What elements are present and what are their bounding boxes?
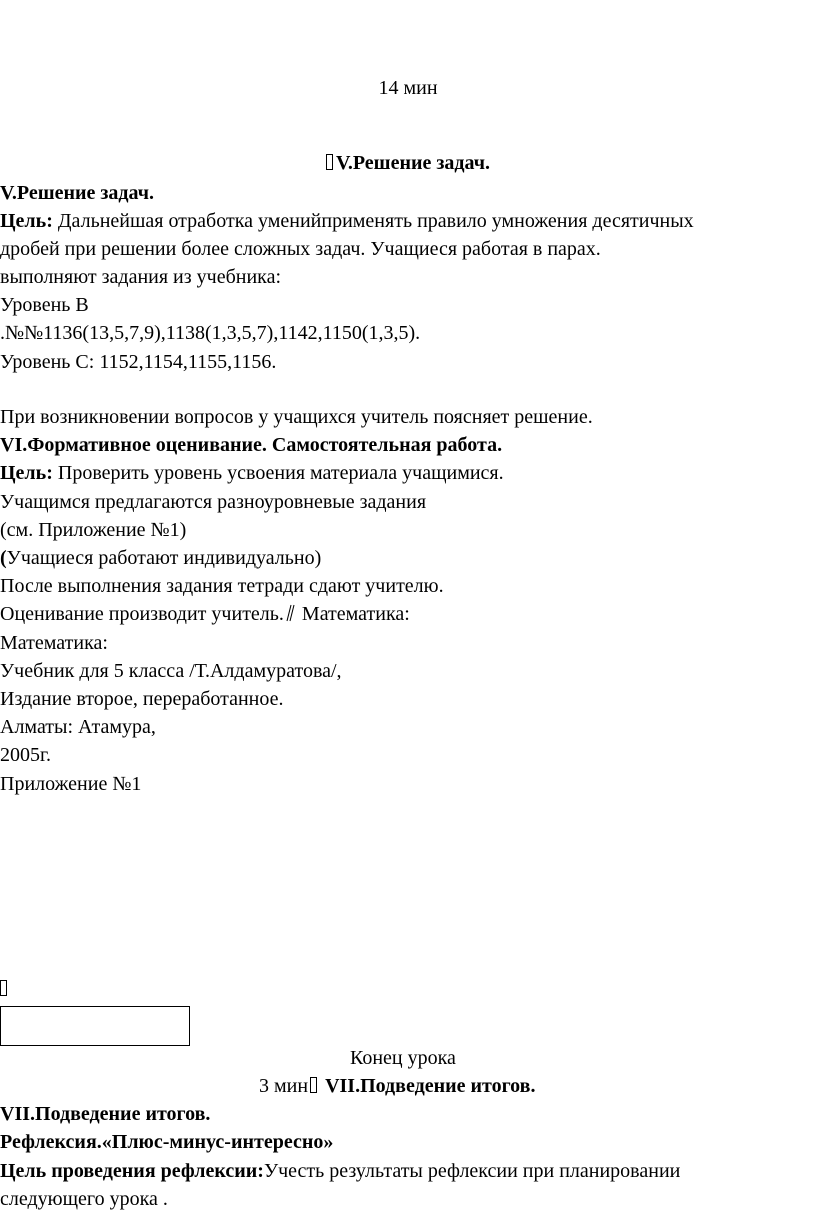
section5-goal-cont: дробей при решении более сложных задач. Учащиеся работая в парах.: [0, 238, 601, 260]
section6-line2: (см. Приложение №1): [0, 519, 187, 541]
book-appendix: Приложение №1: [0, 773, 142, 795]
end-timing-line: [259, 1073, 535, 1100]
end-timing: 3 мин: [259, 1075, 309, 1097]
section6-heading-text: VI.Формативное оценивание. Самостоятельная работа.: [0, 434, 503, 456]
end-heading-inline: VII.Подведение итогов.: [320, 1075, 536, 1097]
level-b: Уровень В: [0, 294, 89, 316]
section6-line5: [0, 601, 410, 628]
section5-heading-center-text: V.Решение задач.: [335, 152, 490, 174]
section7-goal-cont: следующего урока .: [0, 1188, 168, 1210]
section5-goal-text: Дальнейшая отработка уменийприменять правило умножения десятичных: [52, 210, 694, 232]
section5-goal: [0, 208, 694, 235]
section6-heading: [0, 432, 502, 459]
empty-box: [0, 1006, 190, 1046]
section5-heading-text: V.Решение задач.: [0, 182, 155, 204]
missing-glyph-icon: [286, 604, 295, 622]
level-c: Уровень С: 1152,1154,1155,1156.: [0, 351, 277, 373]
section7-reflection-text: Рефлексия.«Плюс-минус-интересно»: [0, 1131, 334, 1153]
section7-reflection: [0, 1129, 333, 1156]
section6-line1: Учащимся предлагаются разноуровневые задания: [0, 491, 427, 513]
section6-line3-paren: (: [0, 547, 7, 569]
section7-heading-text: VII.Подведение итогов.: [0, 1103, 211, 1125]
section6-goal-text: Проверить уровень усвоения материала учащимися.: [52, 462, 504, 484]
book-edition: Издание второе, переработанное.: [0, 688, 284, 710]
section6-line5-text: Оценивание производит учитель.: [0, 603, 284, 625]
section7-goal-text: Учесть результаты рефлексии при планировании: [263, 1160, 681, 1182]
section5-task-line: выполняют задания из учебника:: [0, 266, 282, 288]
section6-goal: [0, 460, 504, 487]
section5-heading-center: [0, 150, 816, 177]
section6-line4: После выполнения задания тетради сдают учителю.: [0, 575, 444, 597]
section6-line3: [0, 545, 321, 572]
missing-glyph-line: [0, 976, 10, 1003]
missing-glyph-icon: [310, 1077, 317, 1093]
missing-glyph-icon: [326, 154, 333, 170]
level-b-tasks: .№№1136(13,5,7,9),1138(1,3,5,7),1142,1150(1,3,5).: [0, 322, 421, 344]
book-publisher: Алматы: Атамура,: [0, 716, 156, 738]
end-label: Конец урока: [350, 1047, 456, 1069]
section6-goal-label: Цель:: [0, 462, 53, 484]
book-year: 2005г.: [0, 744, 51, 766]
book-subject: Математика:: [0, 632, 108, 654]
section7-goal-label: Цель проведения рефлексии:: [0, 1160, 264, 1182]
book-title: Учебник для 5 класса /Т.Алдамуратова/,: [0, 660, 342, 682]
missing-glyph-icon: [0, 980, 7, 996]
section7-goal: [0, 1158, 680, 1185]
section6-line5-after: Математика:: [296, 603, 410, 625]
section5-heading: [0, 180, 154, 207]
section5-goal-label: Цель:: [0, 210, 53, 232]
explain-line: При возникновении вопросов у учащихся учитель поясняет решение.: [0, 406, 593, 428]
timing-top: 14 мин: [378, 77, 438, 99]
section6-line3-text: Учащиеся работают индивидуально): [6, 547, 322, 569]
section7-heading: [0, 1101, 210, 1128]
